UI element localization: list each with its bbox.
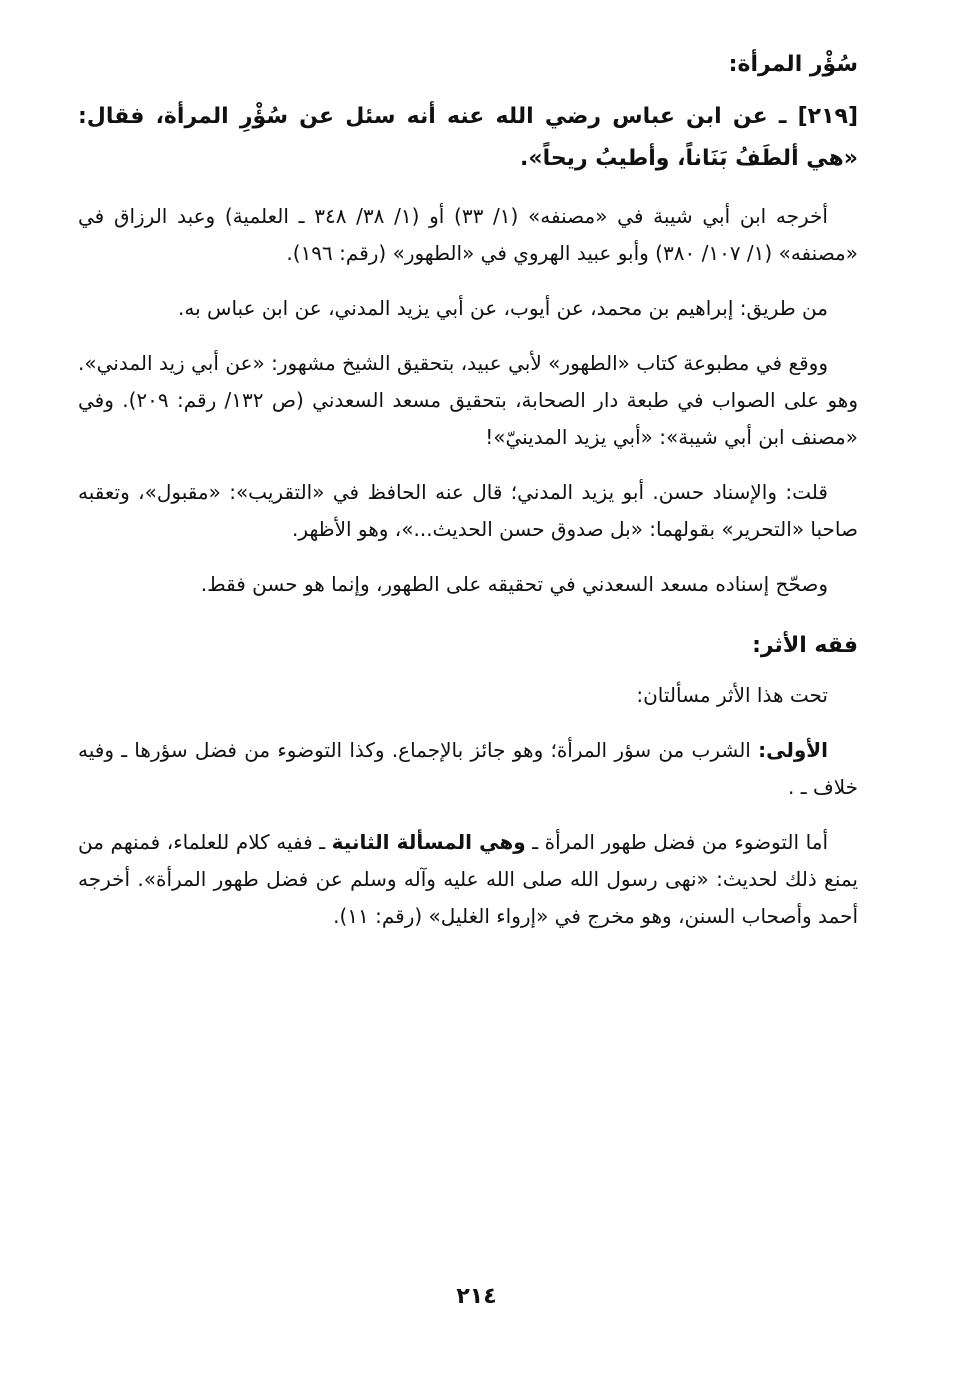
section-heading-fiqh: فقه الأثر: [752, 633, 858, 658]
narration-219 [78, 96, 858, 180]
narration-text: ـ عن ابن عباس رضي الله عنه أنه سئل عن سُؤْرِ المرأة، فقال: «هي ألطَفُ بَنَاناً، وأطيبُ ريحاً». [78, 104, 858, 171]
book-page [78, 48, 858, 1338]
edition-note-paragraph: ووقع في مطبوعة كتاب «الطهور» لأبي عبيد، بتحقيق الشيخ مشهور: «عن أبي زيد المدني». وهو على الصواب في طبعة دار الصحابة، بتحقيق مسعد السعدني (ص ١٣٢/ رقم: ٢٠٩). وفي «مصنف ابن أبي شيبة»: «أبي يزيد المدينيّ»! [78, 351, 858, 449]
page-number: ٢١٤ [456, 1284, 497, 1309]
correction-paragraph: وصحّح إسناده مسعد السعدني في تحقيقه على الطهور، وإنما هو حسن فقط. [200, 572, 828, 596]
second-issue-paragraph [78, 824, 858, 935]
section-heading-woman-leftover: سُؤْر المرأة: [728, 52, 858, 77]
second-issue-bold: وهي المسألة الثانية [331, 830, 526, 854]
chain-paragraph: من طريق: إبراهيم بن محمد، عن أيوب، عن أبي يزيد المدني، عن ابن عباس به. [178, 296, 828, 320]
first-issue-text: الشرب من سؤر المرأة؛ وهو جائز بالإجماع. وكذا التوضوء من فضل سؤرها ـ وفيه خلاف ـ . [78, 738, 858, 799]
first-issue-label: الأولى: [758, 738, 829, 762]
takhrij-paragraph: أخرجه ابن أبي شيبة في «مصنفه» (١/ ٣٣) أو (١/ ٣٨/ ٣٤٨ ـ العلمية) وعبد الرزاق في «مصنفه» (١/ ١٠٧/ ٣٨٠) وأبو عبيد الهروي في «الطهور» (رقم: ١٩٦). [78, 204, 858, 265]
intro-line: تحت هذا الأثر مسألتان: [636, 683, 828, 707]
second-issue-after: ـ ففيه كلام للعلماء، فمنهم من يمنع ذلك لحديث: «نهى رسول الله صلى الله عليه وآله وسلم عن فضل طهور المرأة». أخرجه أحمد وأصحاب السنن، وهو مخرج في «إرواء الغليل» (رقم: ١١). [78, 830, 858, 928]
second-issue-before: أما التوضوء من فضل طهور المرأة ـ [532, 830, 829, 854]
grading-paragraph: قلت: والإسناد حسن. أبو يزيد المدني؛ قال عنه الحافظ في «التقريب»: «مقبول»، وتعقبه صاحبا «التحرير» بقولهما: «بل صدوق حسن الحديث...»، وهو الأظهر. [78, 480, 858, 541]
first-issue-paragraph [78, 732, 858, 806]
narration-number: [٢١٩] [797, 104, 858, 129]
